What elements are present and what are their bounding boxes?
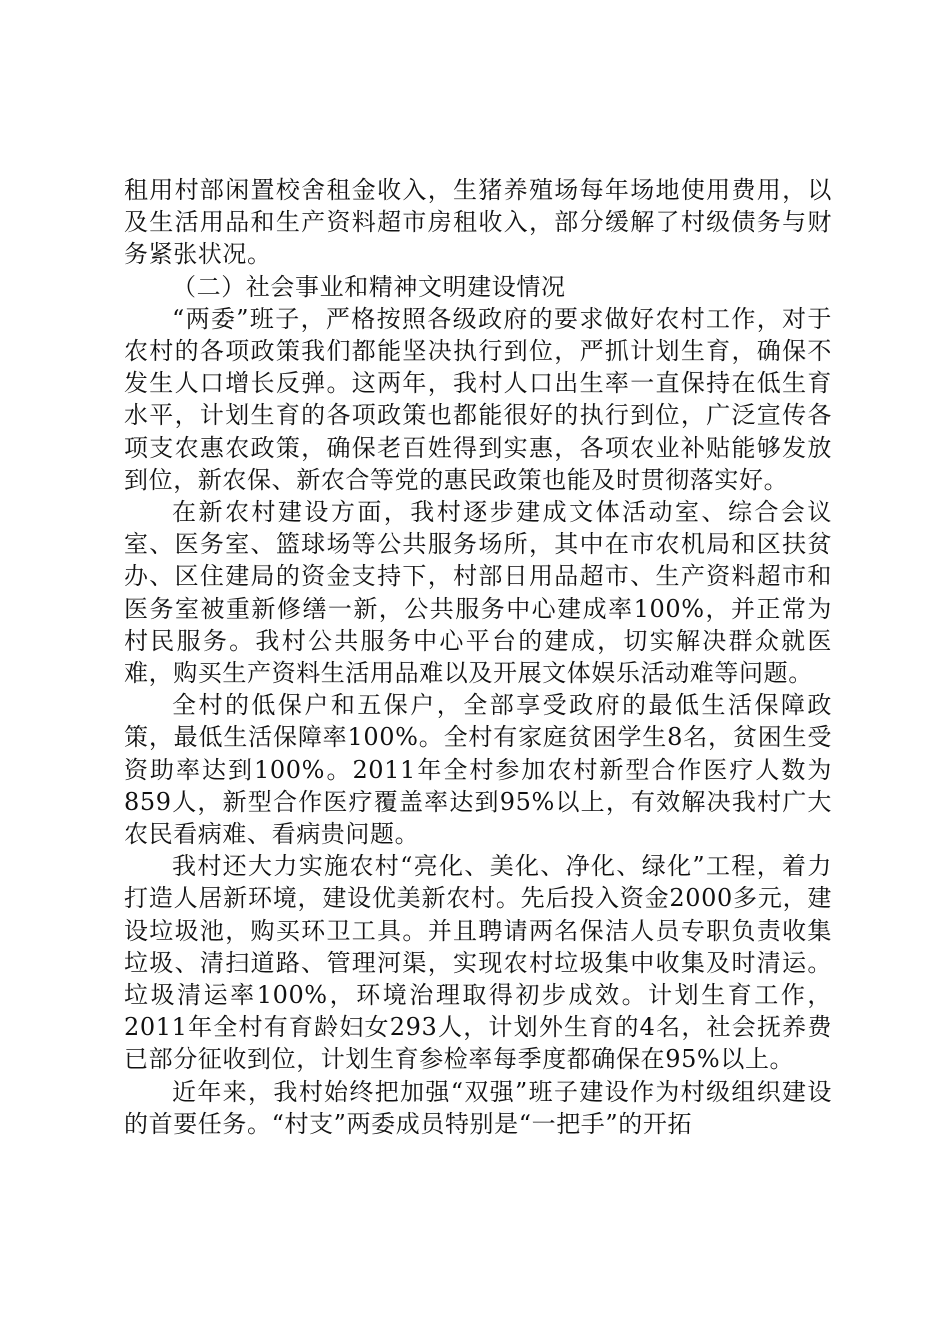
- section-heading: （二）社会事业和精神文明建设情况: [172, 272, 566, 301]
- paragraph-leadership: 近年来，我村始终把加强“双强”班子建设作为村级组织建设的首要任务。“村支”两委成员特别是“一把手”的开拓: [124, 1077, 832, 1138]
- paragraph-new-countryside: 在新农村建设方面，我村逐步建成文体活动室、综合会议室、医务室、篮球场等公共服务场所，其中在市农机局和区扶贫办、区住建局的资金支持下，村部日用品超市、生产资料超市和医务室被重新修缮一新，公共服务中心建成率100%，并正常为村民服务。我村公共服务中心平台的建成，切实解决群众就医难，购买生产资料生活用品难以及开展文体娱乐活动难等问题。: [124, 498, 832, 688]
- paragraph-social-security: 全村的低保户和五保户，全部享受政府的最低生活保障政策，最低生活保障率100%。全村有家庭贫困学生8名，贫困生受资助率达到100%。2011年全村参加农村新型合作医疗人数为859人，新型合作医疗覆盖率达到95%以上，有效解决我村广大农民看病难、看病贵问题。: [124, 691, 832, 849]
- document-body: [124, 174, 832, 1140]
- paragraph-continuation: 租用村部闲置校舍租金收入，生猪养殖场每年场地使用费用，以及生活用品和生产资料超市房租收入，部分缓解了村级债务与财务紧张状况。: [124, 176, 832, 269]
- paragraph-two-committees: “两委”班子，严格按照各级政府的要求做好农村工作，对于农村的各项政策我们都能坚决执行到位，严抓计划生育，确保不发生人口增长反弹。这两年，我村人口出生率一直保持在低生育水平，计划生育的各项政策也都能很好的执行到位，广泛宣传各项支农惠农政策，确保老百姓得到实惠，各项农业补贴能够发放到位，新农保、新农合等党的惠民政策也能及时贯彻落实好。: [124, 304, 832, 494]
- paragraph-environment: 我村还大力实施农村“亮化、美化、净化、绿化”工程，着力打造人居新环境，建设优美新农村。先后投入资金2000多元，建设垃圾池，购买环卫工具。并且聘请两名保洁人员专职负责收集垃圾、清扫道路、管理河渠，实现农村垃圾集中收集及时清运。垃圾清运率100%，环境治理取得初步成效。计划生育工作，2011年全村有育龄妇女293人，计划外生育的4名，社会抚养费已部分征收到位，计划生育参检率每季度都确保在95%以上。: [124, 852, 832, 1074]
